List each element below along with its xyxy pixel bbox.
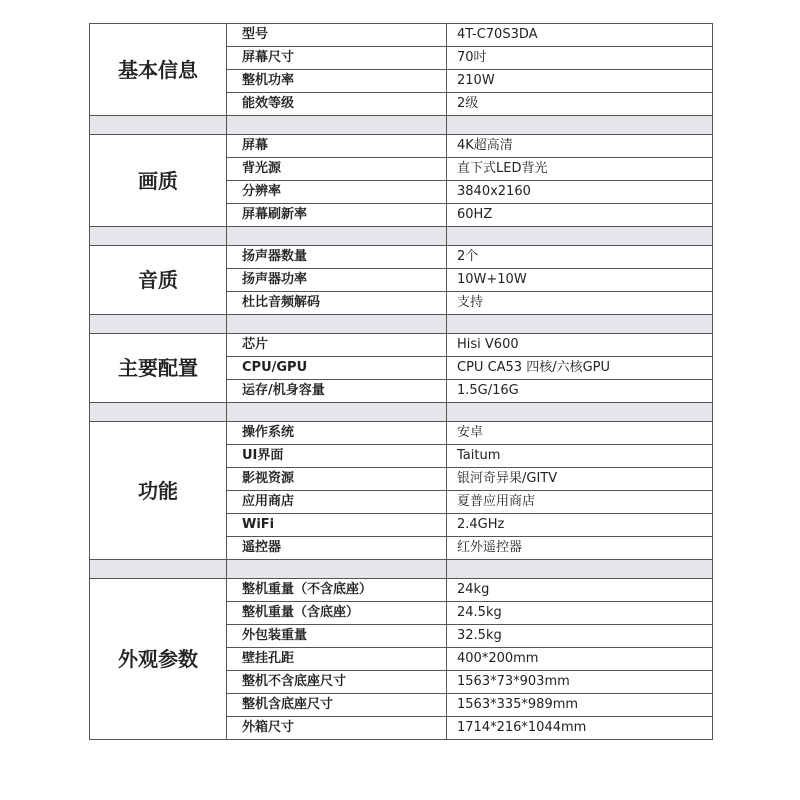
spec-value: 2.4GHz bbox=[447, 514, 713, 537]
table-row bbox=[90, 135, 713, 158]
divider-cell bbox=[90, 560, 227, 579]
table-row bbox=[90, 334, 713, 357]
spec-value: CPU CA53 四核/六核GPU bbox=[447, 357, 713, 380]
spec-value: 直下式LED背光 bbox=[447, 158, 713, 181]
divider-cell bbox=[447, 560, 713, 579]
spec-value: 3840x2160 bbox=[447, 181, 713, 204]
spec-label: 应用商店 bbox=[227, 491, 447, 514]
spec-label: UI界面 bbox=[227, 445, 447, 468]
divider-cell bbox=[447, 116, 713, 135]
spec-label: 壁挂孔距 bbox=[227, 648, 447, 671]
divider-cell bbox=[90, 227, 227, 246]
section-divider-row bbox=[90, 403, 713, 422]
spec-table bbox=[89, 23, 713, 740]
spec-label: 屏幕刷新率 bbox=[227, 204, 447, 227]
table-row bbox=[90, 246, 713, 269]
spec-label: 能效等级 bbox=[227, 93, 447, 116]
divider-cell bbox=[447, 227, 713, 246]
section-title: 基本信息 bbox=[90, 24, 227, 116]
spec-value: 2个 bbox=[447, 246, 713, 269]
section-title: 画质 bbox=[90, 135, 227, 227]
table-row bbox=[90, 24, 713, 47]
spec-value: Hisi V600 bbox=[447, 334, 713, 357]
spec-value: Taitum bbox=[447, 445, 713, 468]
divider-cell bbox=[447, 403, 713, 422]
spec-label: 整机重量（不含底座） bbox=[227, 579, 447, 602]
spec-value: 红外遥控器 bbox=[447, 537, 713, 560]
spec-label: 扬声器功率 bbox=[227, 269, 447, 292]
spec-label: 运存/机身容量 bbox=[227, 380, 447, 403]
divider-cell bbox=[90, 403, 227, 422]
spec-value: 支持 bbox=[447, 292, 713, 315]
spec-label: 整机功率 bbox=[227, 70, 447, 93]
spec-value: 400*200mm bbox=[447, 648, 713, 671]
spec-label: 扬声器数量 bbox=[227, 246, 447, 269]
spec-value: 1.5G/16G bbox=[447, 380, 713, 403]
spec-value: 1563*335*989mm bbox=[447, 694, 713, 717]
divider-cell bbox=[227, 315, 447, 334]
spec-label: CPU/GPU bbox=[227, 357, 447, 380]
section-divider-row bbox=[90, 315, 713, 334]
spec-value: 60HZ bbox=[447, 204, 713, 227]
divider-cell bbox=[227, 403, 447, 422]
section-divider-row bbox=[90, 227, 713, 246]
divider-cell bbox=[447, 315, 713, 334]
divider-cell bbox=[227, 116, 447, 135]
spec-value: 夏普应用商店 bbox=[447, 491, 713, 514]
spec-value: 4T-C70S3DA bbox=[447, 24, 713, 47]
section-title: 功能 bbox=[90, 422, 227, 560]
divider-cell bbox=[90, 116, 227, 135]
divider-cell bbox=[227, 560, 447, 579]
spec-label: 整机含底座尺寸 bbox=[227, 694, 447, 717]
table-row bbox=[90, 422, 713, 445]
divider-cell bbox=[90, 315, 227, 334]
spec-label: 分辨率 bbox=[227, 181, 447, 204]
spec-label: 整机重量（含底座） bbox=[227, 602, 447, 625]
spec-value: 70吋 bbox=[447, 47, 713, 70]
spec-label: 外包装重量 bbox=[227, 625, 447, 648]
spec-label: 屏幕尺寸 bbox=[227, 47, 447, 70]
spec-label: 杜比音频解码 bbox=[227, 292, 447, 315]
spec-label: 整机不含底座尺寸 bbox=[227, 671, 447, 694]
spec-label: WiFi bbox=[227, 514, 447, 537]
spec-value: 安卓 bbox=[447, 422, 713, 445]
spec-label: 操作系统 bbox=[227, 422, 447, 445]
spec-label: 芯片 bbox=[227, 334, 447, 357]
spec-value: 32.5kg bbox=[447, 625, 713, 648]
section-title: 音质 bbox=[90, 246, 227, 315]
spec-value: 2级 bbox=[447, 93, 713, 116]
spec-label: 屏幕 bbox=[227, 135, 447, 158]
spec-label: 外箱尺寸 bbox=[227, 717, 447, 740]
spec-table-body bbox=[90, 24, 713, 740]
spec-value: 4K超高清 bbox=[447, 135, 713, 158]
spec-value: 1563*73*903mm bbox=[447, 671, 713, 694]
section-title: 外观参数 bbox=[90, 579, 227, 740]
spec-value: 24kg bbox=[447, 579, 713, 602]
spec-value: 银河奇异果/GITV bbox=[447, 468, 713, 491]
spec-label: 影视资源 bbox=[227, 468, 447, 491]
section-divider-row bbox=[90, 116, 713, 135]
section-divider-row bbox=[90, 560, 713, 579]
spec-value: 210W bbox=[447, 70, 713, 93]
spec-label: 遥控器 bbox=[227, 537, 447, 560]
spec-value: 10W+10W bbox=[447, 269, 713, 292]
spec-label: 背光源 bbox=[227, 158, 447, 181]
divider-cell bbox=[227, 227, 447, 246]
table-row bbox=[90, 579, 713, 602]
spec-value: 24.5kg bbox=[447, 602, 713, 625]
spec-label: 型号 bbox=[227, 24, 447, 47]
spec-value: 1714*216*1044mm bbox=[447, 717, 713, 740]
section-title: 主要配置 bbox=[90, 334, 227, 403]
